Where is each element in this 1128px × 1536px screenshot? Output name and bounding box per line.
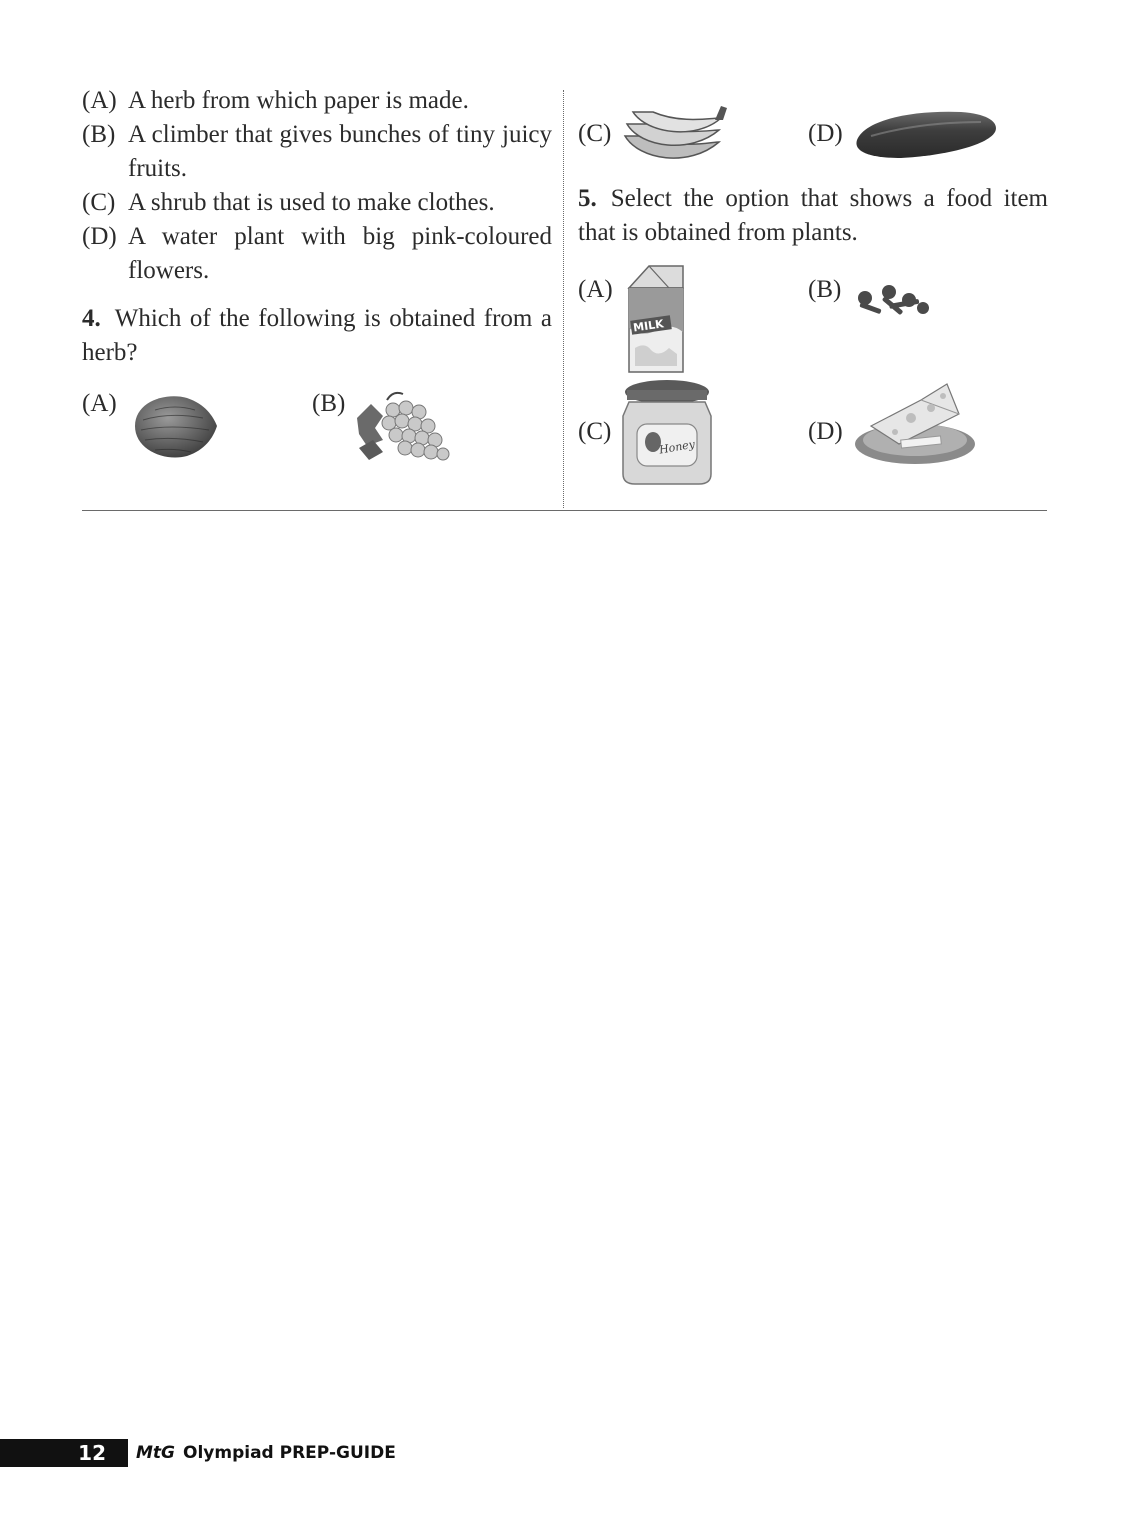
grapes-icon	[353, 390, 463, 470]
bananas-icon	[619, 102, 729, 172]
coconut-icon	[125, 390, 225, 462]
q5-option-b[interactable]: (B)	[808, 276, 939, 326]
right-column	[578, 84, 1048, 506]
q4-option-c[interactable]: (C)	[578, 120, 729, 172]
q5-number: 5.	[578, 185, 597, 212]
cucumber-icon	[851, 106, 1001, 160]
milk-carton-icon	[621, 262, 691, 374]
q4-image-row-1	[82, 390, 552, 500]
cheese-plate-icon	[851, 378, 981, 468]
section-rule	[82, 510, 1047, 511]
q3-option-c[interactable]: (C) A shrub that is used to make clothes.	[82, 189, 495, 216]
q4-option-a[interactable]: (A)	[82, 390, 225, 462]
q5-option-a[interactable]: (A) MILK	[578, 276, 691, 374]
page-footer	[0, 1439, 396, 1467]
q5-question	[578, 182, 1048, 250]
book-title: Olympiad PREP-GUIDE	[183, 1443, 396, 1463]
q5-option-c[interactable]: (C) Honey	[578, 418, 719, 488]
svg-text:MILK: MILK	[632, 317, 665, 335]
page-number: 12	[0, 1439, 128, 1467]
cloves-icon	[849, 276, 939, 326]
q5-text: Select the option that shows a food item that is obtained from plants.	[578, 185, 1048, 246]
q4-text: Which of the following is obtained from a herb?	[82, 305, 552, 366]
svg-text:Honey: Honey	[658, 437, 697, 457]
q5-image-row-2	[578, 386, 1048, 506]
q4-option-b[interactable]: (B)	[312, 390, 463, 470]
left-column	[82, 84, 552, 500]
q4-question	[82, 302, 552, 370]
q5-option-d[interactable]: (D)	[808, 418, 981, 468]
q5-image-row-1	[578, 262, 1048, 382]
q4-number: 4.	[82, 305, 101, 332]
q4-option-d[interactable]: (D)	[808, 120, 1001, 160]
honey-jar-icon	[619, 378, 719, 488]
q3-option-b[interactable]: (B) A climber that gives bunches of tiny juicy fruits.	[82, 121, 552, 182]
q3-option-a[interactable]: (A) A herb from which paper is made.	[82, 87, 469, 114]
q4-image-row-2	[578, 84, 1048, 180]
q3-option-d[interactable]: (D) A water plant with big pink-coloured flowers.	[82, 223, 552, 284]
q3-options	[82, 84, 552, 288]
brand-logo: MtG	[136, 1443, 175, 1463]
column-divider	[563, 90, 564, 508]
